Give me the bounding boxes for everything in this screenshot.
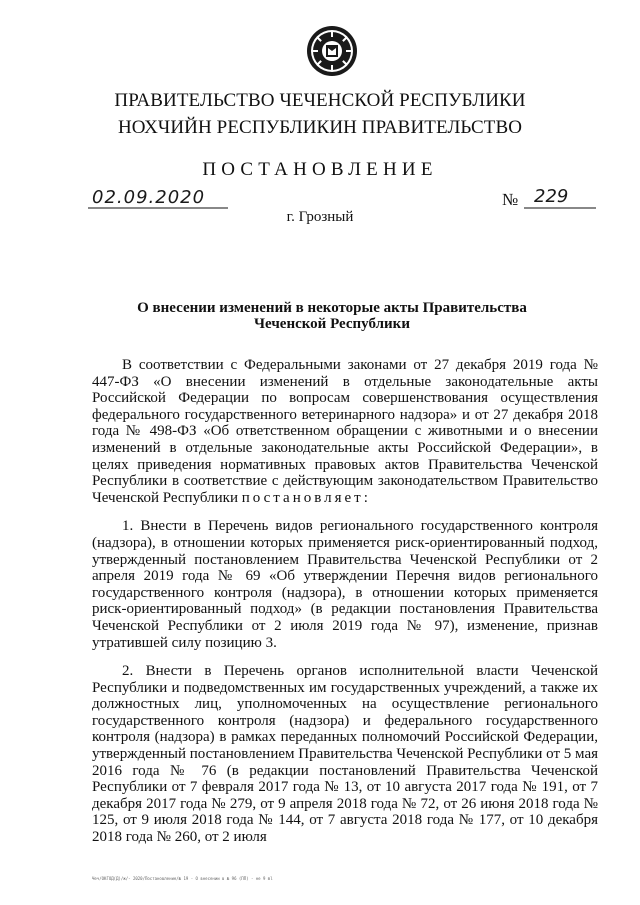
document-type-heading: ПОСТАНОВЛЕНИЕ (202, 159, 438, 180)
clause-1-paragraph: 1. Внести в Перечень видов регионального государственного контроля (надзора), в отношении которых применяется риск-ориентированный подход, утвержденный постановлением Правительства Чеченской Республики от 2 апреля 2019 года № 69 «Об утверждении Перечня видов регионального государственного контроля (надзора), в отношении которых применяется риск-ориентированный подход» (в редакции постановления Правительства Чеченской Республики от 2 июля 2019 года № 97), изменение, признав утратившей силу позицию 3. (92, 518, 598, 651)
footer-file-code: Чеч/ОКГОД(Д)/ж/- 2020/Постановление/№ 19 - О внесении в № 96 (ПП) - не 9 ml (92, 876, 273, 881)
preamble-text: В соответствии с Федеральными законами от 27 декабря 2019 года № 447-ФЗ «О внесении изменений в отдельные законодательные акты Российской Федерации по вопросам совершенствования осуществления федерального государственного ветеринарного надзора» и от 27 декабря 2018 года № 498-ФЗ «Об ответственном обращении с животными и о внесении изменений в отдельные законодательные акты Российской Федерации», в целях приведения нормативных правовых актов Правительства Чеченской Республики в соответствие с действующим законодательством Правительство Чеченской Республики (92, 357, 598, 506)
organization-name-chechen: НОХЧИЙН РЕСПУБЛИКИН ПРАВИТЕЛЬСТВО (117, 117, 523, 138)
clause-2-paragraph: 2. Внести в Перечень органов исполнительной власти Чеченской Республики и подведомственных им государственных учреждений, а также их должностных лиц, уполномоченных на осуществление регионального государственного контроля (надзора) и федерального государственного контроля (надзора) в рамках переданных полномочий Российской Федерации, утвержденный постановлением Правительства Чеченской Республики от 5 мая 2016 года № 76 (в редакции постановлений Правительства Чеченской Республики от 7 февраля 2017 года № 13, от 10 августа 2017 года № 191, от 7 декабря 2017 года № 279, от 9 апреля 2018 года № 72, от 26 июня 2018 года № 125, от 9 июля 2018 года № 144, от 7 августа 2018 года № 177, от 10 декабря 2018 года № 260, от 2 июля (92, 663, 598, 846)
organization-name-russian: ПРАВИТЕЛЬСТВО ЧЕЧЕНСКОЙ РЕСПУБЛИКИ (114, 90, 526, 111)
coat-of-arms-icon (306, 25, 358, 77)
handwritten-date: 02.09.2020 (92, 187, 206, 208)
document-title: О внесении изменений в некоторые акты Правительства Чеченской Республики (137, 300, 527, 332)
city-name: г. Грозный (286, 209, 354, 225)
number-label: № (502, 190, 519, 209)
decree-word: постановляет: (241, 489, 371, 506)
handwritten-number: 229 (534, 186, 569, 207)
document-body (92, 357, 598, 858)
preamble-paragraph (92, 357, 598, 506)
